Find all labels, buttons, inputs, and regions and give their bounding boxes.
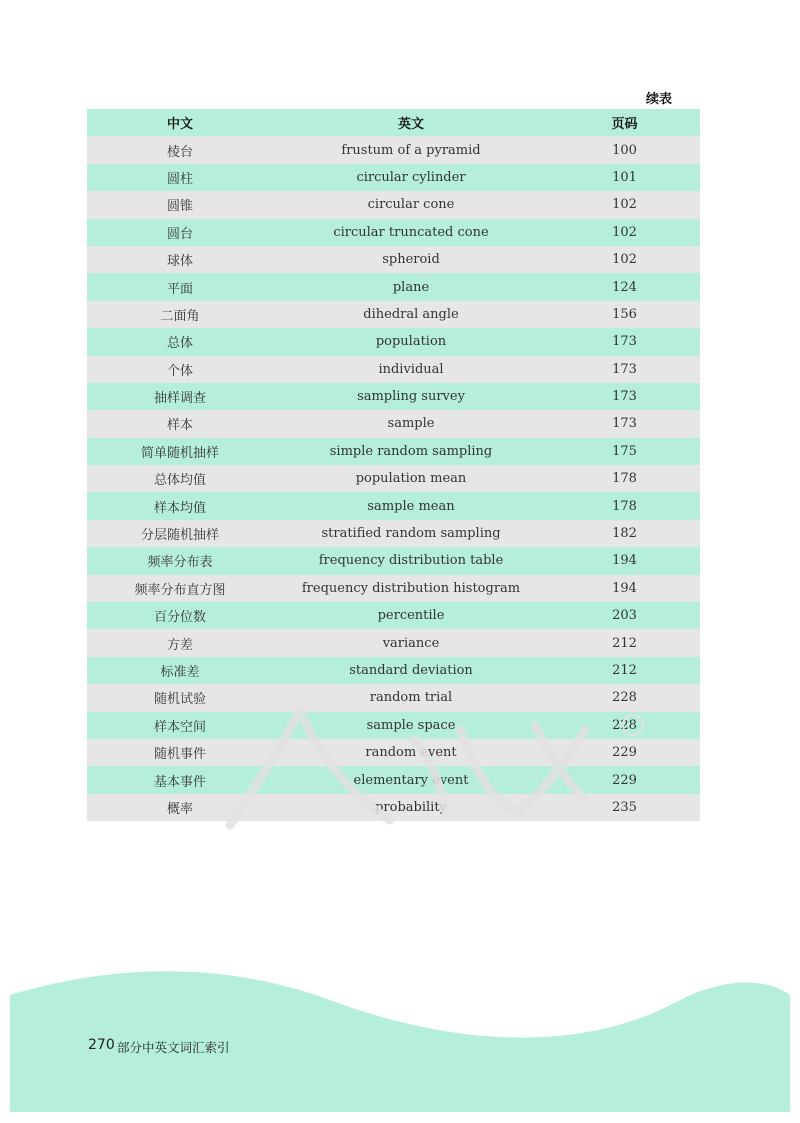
cell-chinese: 标准差 [160,665,200,680]
table-row [87,465,700,492]
cell-chinese: 百分位数 [153,610,206,626]
cell-page: 175 [612,443,637,459]
cell-english: simple random sampling [329,443,493,459]
cell-chinese: 总体均值 [153,473,206,489]
cell-english: population [375,334,447,350]
table-row [87,301,700,328]
table-row [87,164,700,191]
cell-english: circular cone [367,197,455,213]
cell-page: 194 [612,580,637,596]
cell-page: 124 [612,279,637,295]
cell-page: 194 [612,553,637,569]
cell-page: 173 [612,389,637,405]
cell-chinese: 样本 [166,418,193,434]
table-row [87,219,700,246]
cell-english: frequency distribution table [318,553,504,569]
cell-english: random trial [369,690,453,706]
cell-page: 102 [612,252,637,268]
table-row [87,602,700,629]
cell-chinese: 随机试验 [153,692,206,708]
cell-english: individual [378,361,444,377]
cell-chinese: 基本事件 [153,774,206,790]
vocabulary-table [87,109,700,821]
table-row [87,246,700,273]
cell-chinese: 棱台 [166,144,193,160]
cell-chinese: 抽样调查 [153,391,206,407]
cell-chinese: 样本空间 [153,719,206,735]
cell-english: circular truncated cone [333,224,489,240]
table-body [87,136,700,821]
table-row [87,794,700,821]
cell-page: 101 [612,169,637,185]
cell-chinese: 频率分布直方图 [134,582,226,598]
cell-page: 203 [612,608,637,624]
cell-english: population mean [355,471,467,487]
cell-page: 182 [612,526,637,542]
table-row [87,273,700,300]
table-row [87,328,700,355]
cell-chinese: 二面角 [160,308,200,324]
table-row [87,547,700,574]
cell-chinese: 样本均值 [153,500,206,516]
header-chinese: 中文 [166,117,193,133]
cell-page: 178 [612,471,637,487]
table-row [87,657,700,684]
cell-english: standard deviation [349,663,473,678]
cell-english: sample mean [367,498,455,514]
table-header-row [87,109,700,136]
cell-page: 235 [612,799,637,815]
cell-chinese: 简单随机抽样 [140,445,219,461]
cell-chinese: 平面 [166,281,193,297]
cell-english: circular cylinder [356,169,466,185]
cell-chinese: 方差 [166,637,193,653]
cell-page: 229 [612,745,637,761]
table-row [87,191,700,218]
cell-chinese: 球体 [166,254,193,270]
cell-page: 229 [612,772,637,788]
cell-page: 173 [612,334,637,350]
table-row [87,520,700,547]
cell-english: probability [375,799,447,815]
cell-chinese: 圆台 [166,226,193,242]
cell-page: 228 [612,717,637,733]
cell-page: 212 [612,635,637,651]
cell-chinese: 概率 [166,801,193,817]
cell-english: sample [387,416,435,432]
cell-english: sampling survey [357,389,465,405]
cell-page: 100 [612,142,637,158]
cell-english: stratified random sampling [321,526,501,542]
cell-english: dihedral angle [363,306,459,322]
table-row [87,356,700,383]
table-row [87,383,700,410]
cell-page: 102 [612,224,637,240]
table-row [87,575,700,602]
cell-page: 212 [612,663,637,678]
cell-page: 102 [612,197,637,213]
cell-page: 228 [612,690,637,706]
cell-chinese: 个体 [166,363,193,379]
cell-english: plane [392,279,430,295]
table-row [87,684,700,711]
cell-english: percentile [377,608,445,624]
header-english: 英文 [397,117,424,133]
cell-page: 178 [612,498,637,514]
table-row [87,136,700,163]
cell-page: 173 [612,416,637,432]
cell-chinese: 频率分布表 [147,555,213,571]
continued-label: 续表 [645,92,672,107]
cell-chinese: 分层随机抽样 [140,528,219,544]
table-row [87,712,700,739]
table-row [87,438,700,465]
table-row [87,766,700,793]
cell-chinese: 随机事件 [153,747,206,763]
table-row [87,739,700,766]
cell-english: elementary event [353,772,469,788]
section-title: 部分中英文词汇索引 [117,1040,230,1055]
cell-chinese: 圆柱 [166,171,193,187]
table-row [87,410,700,437]
cell-english: sample space [366,717,456,733]
cell-page: 156 [612,306,637,322]
cell-english: frequency distribution histogram [301,580,521,596]
cell-english: frustum of a pyramid [341,142,481,158]
cell-english: spheroid [382,252,440,268]
cell-page: 173 [612,361,637,377]
cell-chinese: 圆锥 [166,199,193,215]
header-page: 页码 [611,117,638,133]
cell-english: random event [365,745,457,761]
cell-english: variance [382,635,440,651]
table-row [87,629,700,656]
cell-chinese: 总体 [166,336,193,352]
table-row [87,492,700,519]
page-number: 270 [88,1037,115,1053]
